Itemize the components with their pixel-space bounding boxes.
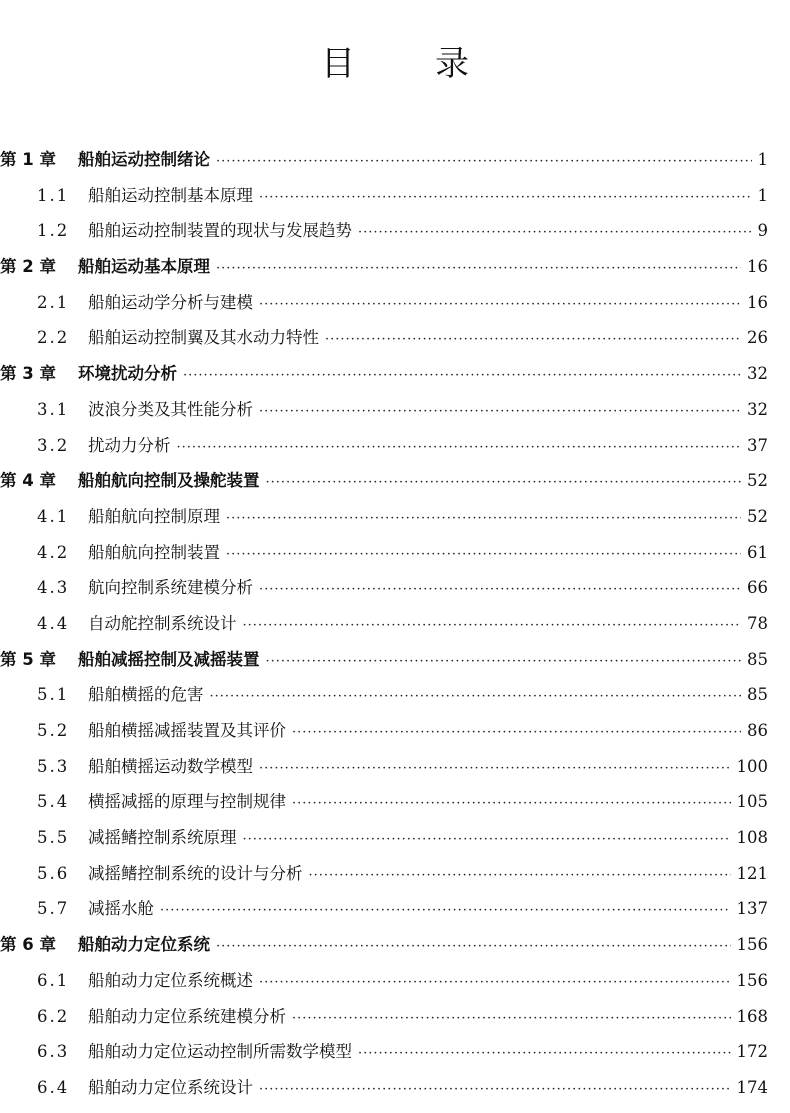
toc-section-row[interactable] [0,999,768,1035]
toc-entry-title: 扰动力分析 [88,435,171,455]
toc-entry-number: 2.1 [37,292,70,312]
dot-leader [177,430,742,466]
toc-section-row[interactable] [0,320,768,356]
toc-page-number: 100 [736,756,768,776]
toc-entry-title: 船舶动力定位系统概述 [88,970,253,990]
toc-entry-number: 5.5 [37,828,70,848]
toc-entry-number: 5.4 [37,792,70,812]
toc-entry-title: 船舶动力定位系统建模分析 [88,1006,286,1026]
dot-leader [216,929,731,965]
dot-leader [259,1072,731,1108]
dot-leader [210,679,742,715]
dot-leader [243,822,731,858]
toc-entry-number: 5.2 [37,721,70,740]
toc-entry-number: 第 4 章 [0,471,56,491]
toc-entry-number: 第 6 章 [0,935,56,955]
title-char-2: 录 [435,44,469,84]
toc-entry-title: 船舶运动控制绪论 [78,150,210,169]
dot-leader [216,144,752,180]
toc-entry-title: 船舶航向控制及操舵装置 [78,471,260,491]
toc-entry-title: 船舶航向控制装置 [88,542,220,562]
dot-leader [259,751,731,787]
dot-leader [292,786,731,822]
dot-leader [259,572,741,608]
toc-section-row[interactable] [0,570,768,606]
toc-entry-title: 船舶减摇控制及减摇装置 [78,649,260,669]
toc-page-number: 156 [736,935,768,955]
dot-leader [243,608,742,644]
toc-entry-title: 减摇鳍控制系统原理 [88,828,237,848]
toc-section-row[interactable] [0,428,768,464]
toc-entry-title: 船舶动力定位运动控制所需数学模型 [88,1042,352,1062]
toc-page-number: 16 [747,257,768,277]
toc-section-row[interactable] [0,677,768,713]
dot-leader [259,394,741,430]
toc-entry-number: 6.3 [37,1042,70,1062]
toc-page-number: 174 [736,1077,768,1097]
toc-page-number: 1 [757,150,768,169]
toc-entry-number: 第 2 章 [0,257,56,277]
toc-page-number: 172 [736,1042,768,1062]
toc-page-number: 66 [747,578,768,598]
toc-chapter-row[interactable] [0,142,768,178]
toc-entry-title: 减摇水舱 [88,899,154,919]
toc-chapter-row[interactable] [0,249,768,285]
dot-leader [183,358,741,394]
toc-page-number: 32 [747,364,768,384]
toc-section-row[interactable] [0,1070,768,1106]
toc-page-number: 9 [757,221,768,241]
toc-entry-title: 船舶横摇运动数学模型 [88,756,253,776]
toc-page-number: 52 [747,471,768,491]
toc-page-number: 26 [747,328,768,348]
toc-section-row[interactable] [0,820,768,856]
toc-section-row[interactable] [0,856,768,892]
toc-page-number: 121 [736,863,768,883]
toc-entry-title: 船舶运动控制翼及其水动力特性 [88,328,319,348]
toc-section-row[interactable] [0,891,768,927]
toc-page-number: 85 [747,649,768,669]
toc-page-number: 156 [736,970,768,990]
dot-leader [226,537,741,573]
dot-leader [259,965,731,1001]
toc-entry-number: 第 3 章 [0,364,56,384]
toc-entry-title: 船舶横摇的危害 [88,685,204,705]
toc-page-number: 32 [747,399,768,419]
toc-page-number: 85 [747,685,768,705]
toc-section-row[interactable] [0,1034,768,1070]
toc-entry-title: 环境扰动分析 [78,364,177,384]
toc-section-row[interactable] [0,784,768,820]
toc-page-number: 37 [747,435,768,455]
toc-entry-number: 5.3 [37,756,70,776]
dot-leader [259,287,741,323]
toc-section-row[interactable] [0,535,768,571]
dot-leader [160,893,731,929]
toc-page-number: 108 [736,828,768,848]
toc-page-number: 168 [736,1006,768,1026]
dot-leader [292,1001,731,1037]
toc-entry-number: 3.2 [37,435,70,455]
toc-page-number: 52 [747,506,768,526]
toc-entry-number: 3.1 [37,399,70,419]
title-char-1: 目 [321,44,355,84]
dot-leader [259,180,752,216]
toc-section-row[interactable] [0,392,768,428]
toc-chapter-row[interactable] [0,356,768,392]
toc-entry-number: 5.1 [37,685,70,705]
toc-entry-title: 横摇减摇的原理与控制规律 [88,792,286,812]
toc-entry-number: 第 5 章 [0,649,56,669]
dot-leader [325,322,741,358]
toc-entry-title: 航向控制系统建模分析 [88,578,253,598]
toc-entry-number: 6.2 [37,1006,70,1026]
toc-page-number: 105 [736,792,768,812]
toc-entry-title: 自动舵控制系统设计 [88,613,237,633]
toc-entry-number: 4.4 [37,613,70,633]
toc-entry-title: 船舶航向控制原理 [88,506,220,526]
toc-entry-title: 船舶运动基本原理 [78,257,210,277]
dot-leader [266,644,742,680]
page-title [0,36,790,85]
toc-chapter-row[interactable] [0,463,768,499]
dot-leader [292,715,741,751]
dot-leader [358,215,752,251]
toc-section-row[interactable] [0,285,768,321]
toc-section-row[interactable] [0,713,768,749]
toc-section-row[interactable] [0,749,768,785]
toc-entry-title: 船舶横摇减摇装置及其评价 [88,721,286,740]
toc-page-number: 16 [747,292,768,312]
toc-page-number: 1 [757,185,768,205]
toc-chapter-row[interactable] [0,927,768,963]
toc-entry-title: 船舶动力定位系统设计 [88,1077,253,1097]
toc-entry-number: 5.6 [37,863,70,883]
dot-leader [309,858,731,894]
toc-section-row[interactable] [0,963,768,999]
table-of-contents [0,142,768,1106]
dot-leader [226,501,741,537]
toc-entry-number: 1.1 [37,185,70,205]
toc-entry-number: 第 1 章 [0,150,56,169]
toc-section-row[interactable] [0,606,768,642]
toc-entry-number: 4.2 [37,542,70,562]
toc-entry-title: 船舶运动控制基本原理 [88,185,253,205]
toc-chapter-row[interactable] [0,642,768,678]
dot-leader [266,465,742,501]
toc-entry-number: 6.1 [37,970,70,990]
dot-leader [216,251,741,287]
dot-leader [358,1036,731,1072]
toc-entry-title: 船舶动力定位系统 [78,935,210,955]
toc-page-number: 78 [747,613,768,633]
toc-entry-number: 5.7 [37,899,70,919]
toc-section-row[interactable] [0,178,768,214]
toc-entry-number: 4.1 [37,506,70,526]
toc-entry-title: 减摇鳍控制系统的设计与分析 [88,863,303,883]
toc-entry-number: 2.2 [37,328,70,348]
toc-entry-title: 船舶运动控制装置的现状与发展趋势 [88,221,352,241]
toc-entry-title: 船舶运动学分析与建模 [88,292,253,312]
toc-page-number: 86 [747,721,768,740]
toc-page-number: 137 [736,899,768,919]
toc-section-row[interactable] [0,499,768,535]
toc-page-number: 61 [747,542,768,562]
toc-entry-number: 1.2 [37,221,70,241]
toc-entry-number: 4.3 [37,578,70,598]
toc-entry-number: 6.4 [37,1077,70,1097]
toc-section-row[interactable] [0,213,768,249]
toc-entry-title: 波浪分类及其性能分析 [88,399,253,419]
